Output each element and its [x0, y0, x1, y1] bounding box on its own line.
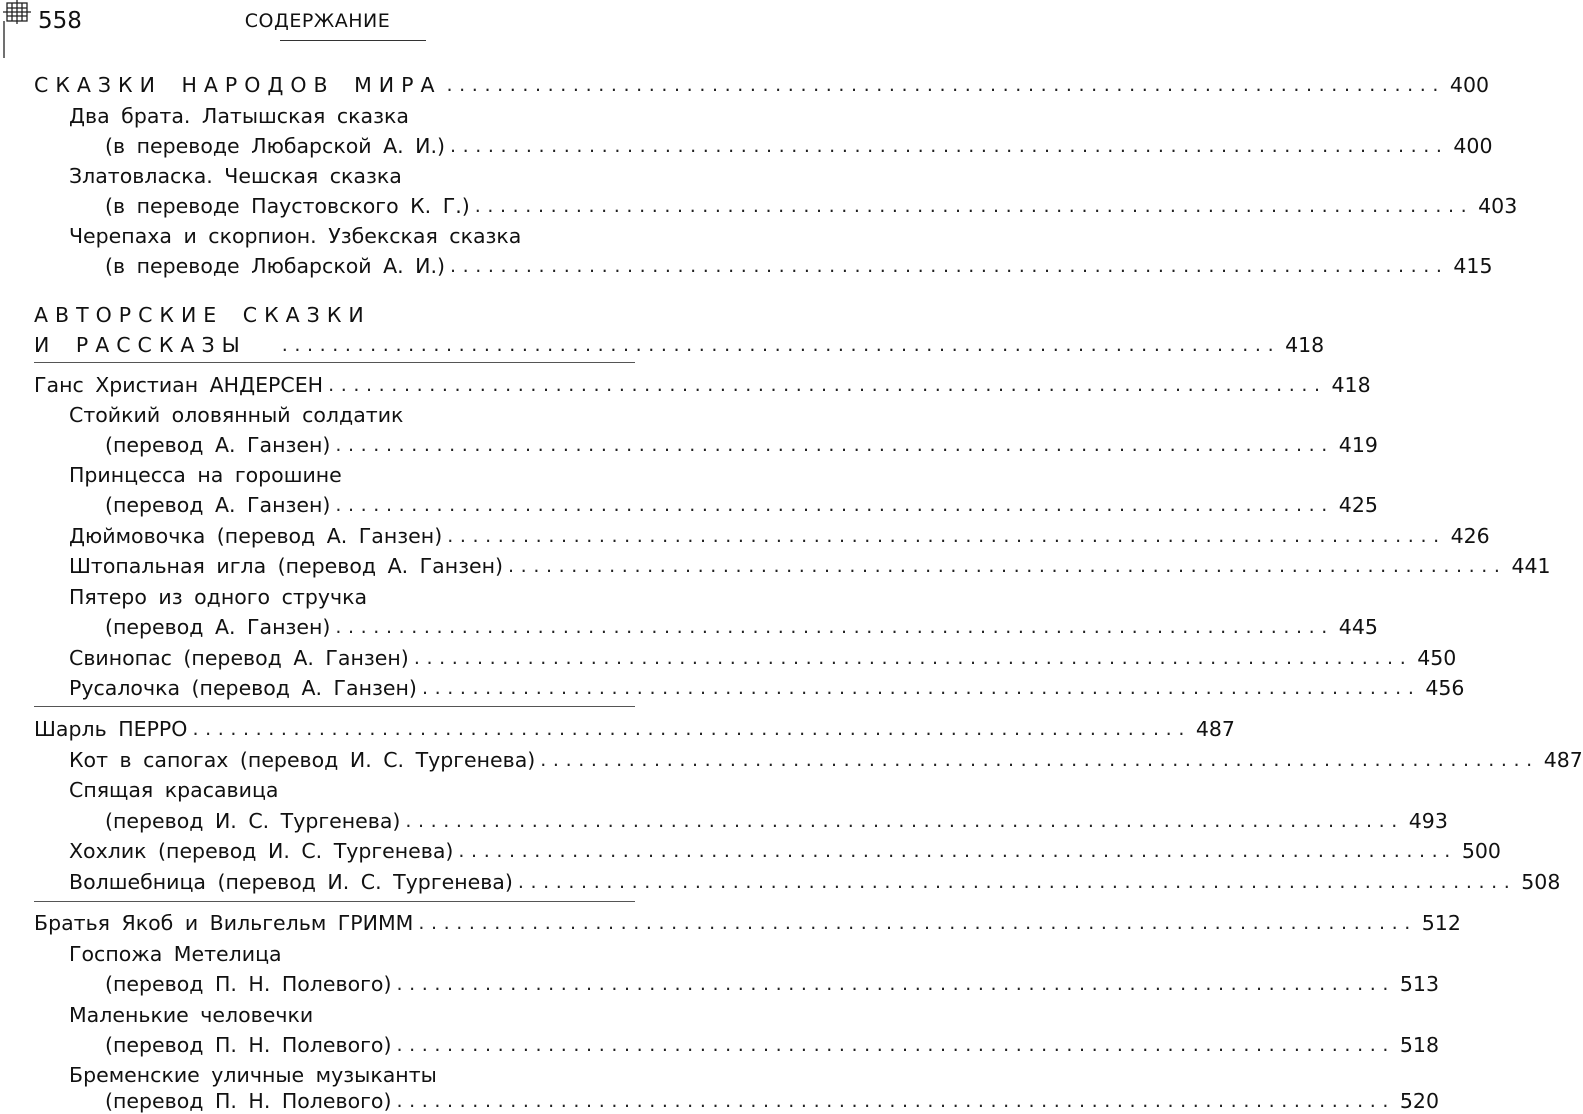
page-ref: 441 [1511, 554, 1551, 578]
toc-author [34, 368, 1371, 398]
toc-entry [69, 549, 1551, 579]
page-ref: 425 [1338, 493, 1378, 517]
entry-subtitle: (перевод А. Ганзен) [105, 615, 331, 639]
author-name: Ганс Христиан АНДЕРСЕН [34, 373, 324, 397]
dot-leader: ............................................................................... [396, 1034, 1395, 1056]
entry-title: Кот в сапогах (перевод И. С. Тургенева) [69, 748, 536, 772]
dot-leader: ............................................................................... [335, 616, 1334, 638]
page-ref: 487 [1543, 748, 1583, 772]
dot-leader: ............................................................................... [450, 135, 1449, 157]
entry-subtitle: (в переводе Любарской А. И.) [105, 134, 445, 158]
section-divider [34, 362, 635, 363]
entry-title: Дюймовочка (перевод А. Ганзен) [69, 524, 443, 548]
page-number: 558 [38, 8, 82, 34]
toc-entry [105, 610, 1378, 640]
toc-entry [105, 1028, 1439, 1058]
entry-title: Госпожа Метелица [69, 942, 282, 966]
page-ref: 487 [1195, 717, 1235, 741]
entry-subtitle: (перевод П. Н. Полевого) [105, 1089, 392, 1113]
dot-leader: ............................................................................... [447, 525, 1446, 547]
dot-leader: ............................................................................... [446, 74, 1446, 96]
toc-entry-title [69, 580, 635, 610]
entry-title: Спящая красавица [69, 778, 279, 802]
entry-title: Два брата. Латышская сказка [69, 104, 409, 128]
section-title-line1: АВТОРСКИЕ СКАЗКИ [34, 303, 371, 327]
toc-entry [105, 804, 1448, 834]
entry-title: Стойкий оловянный солдатик [69, 403, 404, 427]
toc-entry-title [69, 773, 635, 803]
section-divider [34, 901, 635, 902]
toc-entry [69, 671, 1465, 701]
dot-leader: ............................................................................... [508, 555, 1507, 577]
entry-title: Пятеро из одного стручка [69, 585, 368, 609]
entry-title: Черепаха и скорпион. Узбекская сказка [69, 224, 522, 248]
author-name: Братья Якоб и Вильгельм ГРИММ [34, 911, 414, 935]
entry-title: Принцесса на горошине [69, 463, 342, 487]
toc-author [34, 906, 1461, 936]
page-ref: 520 [1399, 1089, 1439, 1113]
dot-leader: ............................................................................... [517, 871, 1517, 893]
entry-title: Волшебница (перевод И. С. Тургенева) [69, 870, 513, 894]
page-ref: 508 [1521, 870, 1561, 894]
dot-leader: ............................................................................... [335, 434, 1334, 456]
page-ref: 403 [1478, 194, 1518, 218]
dot-leader: ............................................................................... [396, 1090, 1395, 1112]
dot-leader: ............................................................................... [405, 810, 1404, 832]
entry-title: Златовласка. Чешская сказка [69, 164, 402, 188]
section-divider [34, 706, 635, 707]
entry-title: Свинопас (перевод А. Ганзен) [69, 646, 409, 670]
dot-leader: ............................................................................... [192, 718, 1191, 740]
page-ref: 450 [1417, 646, 1457, 670]
page-ref: 513 [1399, 972, 1439, 996]
dot-leader: ............................................................................... [281, 334, 1281, 356]
entry-title: Хохлик (перевод И. С. Тургенева) [69, 839, 454, 863]
toc-entry-title [69, 937, 635, 967]
dot-leader: ............................................................................... [474, 195, 1474, 217]
page-ref: 445 [1338, 615, 1378, 639]
toc-entry [69, 743, 1583, 773]
toc-entry-title [69, 219, 635, 249]
toc-entry [69, 519, 1490, 549]
entry-title: Бременские уличные музыканты [69, 1063, 437, 1087]
entry-subtitle: (перевод П. Н. Полевого) [105, 972, 392, 996]
page-ref: 512 [1421, 911, 1461, 935]
toc-entry [105, 967, 1439, 997]
entry-subtitle: (в переводе Паустовского К. Г.) [105, 194, 470, 218]
toc-section-heading [34, 68, 1490, 98]
dot-leader: ............................................................................... [540, 749, 1539, 771]
author-name: Шарль ПЕРРО [34, 717, 188, 741]
dot-leader: ............................................................................... [335, 494, 1334, 516]
page-ref: 518 [1399, 1033, 1439, 1057]
page-ref: 493 [1408, 809, 1448, 833]
dot-leader: ............................................................................... [458, 840, 1457, 862]
toc-entry [105, 189, 1518, 219]
page-ref: 419 [1338, 433, 1378, 457]
toc-entry-title [69, 458, 635, 488]
entry-subtitle: (перевод А. Ганзен) [105, 493, 331, 517]
dot-leader: ............................................................................... [450, 255, 1449, 277]
page-ref: 426 [1450, 524, 1490, 548]
toc-section-heading [34, 298, 635, 328]
toc-entry [69, 641, 1457, 671]
toc-entry [69, 865, 1561, 895]
page-ref: 456 [1425, 676, 1465, 700]
toc-entry [105, 488, 1378, 518]
entry-subtitle: (в переводе Любарской А. И.) [105, 254, 445, 278]
toc-entry [69, 834, 1501, 864]
toc-author [34, 712, 1235, 742]
toc-entry [105, 428, 1378, 458]
page-ref: 400 [1453, 134, 1493, 158]
dot-leader: ............................................................................... [413, 647, 1413, 669]
entry-subtitle: (перевод А. Ганзен) [105, 433, 331, 457]
toc-section-heading [34, 328, 1325, 358]
toc-entry [105, 1084, 1439, 1114]
running-title-rule [280, 40, 426, 41]
toc-entry [105, 129, 1493, 159]
page-ref: 418 [1331, 373, 1371, 397]
section-title-line2: И РАССКАЗЫ [34, 333, 247, 357]
toc-entry-title [69, 998, 635, 1028]
toc-entry-title [69, 398, 635, 428]
toc-entry-title [69, 159, 635, 189]
entry-subtitle: (перевод И. С. Тургенева) [105, 809, 401, 833]
dot-leader: ............................................................................... [396, 973, 1395, 995]
page-ref: 400 [1449, 73, 1490, 97]
toc-entry-title [69, 99, 635, 129]
page-ref: 500 [1461, 839, 1501, 863]
page-ref: 418 [1285, 333, 1325, 357]
page-ref: 415 [1453, 254, 1493, 278]
dot-leader: ............................................................................... [418, 912, 1417, 934]
running-title: СОДЕРЖАНИЕ [244, 10, 391, 32]
dot-leader: ............................................................................... [328, 374, 1327, 396]
section-title: СКАЗКИ НАРОДОВ МИРА [34, 73, 442, 97]
toc-entry [105, 249, 1493, 279]
entry-subtitle: (перевод П. Н. Полевого) [105, 1033, 392, 1057]
entry-title: Штопальная игла (перевод А. Ганзен) [69, 554, 504, 578]
entry-title: Русалочка (перевод А. Ганзен) [69, 676, 417, 700]
dot-leader: ............................................................................... [421, 677, 1421, 699]
entry-title: Маленькие человечки [69, 1003, 314, 1027]
